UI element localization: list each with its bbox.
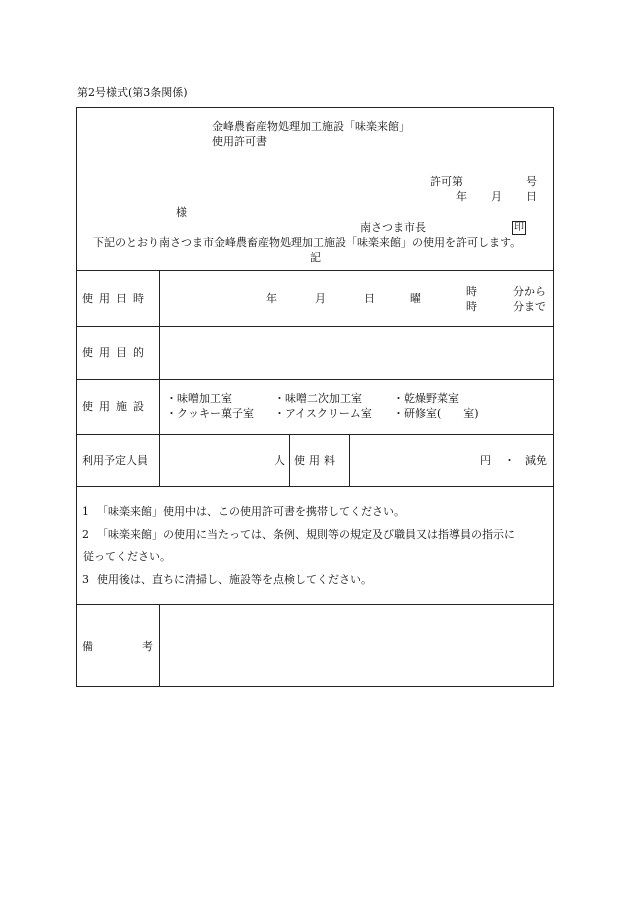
facility-option: ・味噌加工室 <box>166 392 232 405</box>
note-text: 「味楽来館」の使用に当たっては、条例、規則等の規定及び職員又は指導員の指示に <box>97 528 515 541</box>
row-divider <box>76 326 554 327</box>
datetime-weekday: 曜 <box>410 292 421 305</box>
facility-option: ・研修室( 室) <box>393 407 479 420</box>
permit-statement: 下記のとおり南さつま市金峰農畜産物処理加工施設「味楽来館」の使用を許可します。 <box>93 236 522 249</box>
permit-year: 年 <box>456 190 467 203</box>
facility-option: ・アイスクリーム室 <box>274 407 372 420</box>
datetime-year: 年 <box>266 292 277 305</box>
permit-month: 月 <box>491 190 502 203</box>
row-divider <box>76 379 554 380</box>
remarks-label-second: 考 <box>142 640 153 653</box>
issuer-title: 南さつま市長 <box>360 221 426 234</box>
facility-option: ・クッキー菓子室 <box>166 407 254 420</box>
facility-label: 使用施設 <box>82 400 150 413</box>
label-column-divider <box>159 270 160 486</box>
fee-label: 使用料 <box>294 454 339 467</box>
form-label: 第2号様式(第3条関係) <box>77 86 188 99</box>
remarks-label-first: 備 <box>82 640 93 653</box>
people-label: 利用予定人員 <box>82 454 148 467</box>
datetime-day: 日 <box>364 292 375 305</box>
fee-exemption: 減免 <box>525 454 547 467</box>
column-divider <box>349 434 350 486</box>
note-text: 従ってください。 <box>83 550 171 563</box>
ki-heading: 記 <box>310 251 321 264</box>
fee-unit: 円 <box>480 454 491 467</box>
row-divider <box>76 604 554 605</box>
purpose-label: 使用目的 <box>82 346 150 359</box>
row-divider <box>76 434 554 435</box>
fee-separator: ・ <box>504 454 515 467</box>
row-divider <box>76 486 554 487</box>
row-divider <box>76 270 554 271</box>
note-number: 1 <box>82 505 89 518</box>
note-number: 3 <box>82 573 89 586</box>
addressee-suffix: 様 <box>176 206 187 219</box>
datetime-minute-from: 分から <box>513 285 546 298</box>
note-text: 使用後は、直ちに清掃し、施設等を点検してください。 <box>97 573 372 586</box>
note-number: 2 <box>82 528 89 541</box>
form-title: 金峰農畜産物処理加工施設「味楽来館」 <box>212 120 410 133</box>
form-subtitle: 使用許可書 <box>212 135 267 148</box>
datetime-hour-until: 時 <box>466 300 477 313</box>
facility-option: ・乾燥野菜室 <box>393 392 459 405</box>
facility-option: ・味噌二次加工室 <box>274 392 362 405</box>
permit-number-suffix: 号 <box>526 175 537 188</box>
datetime-minute-until: 分まで <box>513 300 546 313</box>
datetime-hour-from: 時 <box>466 285 477 298</box>
people-unit: 人 <box>274 454 285 467</box>
permit-number-prefix: 許可第 <box>430 175 463 188</box>
permit-day: 日 <box>526 190 537 203</box>
label-column-divider <box>159 604 160 687</box>
note-text: 「味楽来館」使用中は、この使用許可書を携帯してください。 <box>97 505 405 518</box>
datetime-label: 使用日時 <box>82 292 150 305</box>
seal-mark: 印 <box>514 222 524 233</box>
datetime-month: 月 <box>315 292 326 305</box>
column-divider <box>289 434 290 486</box>
